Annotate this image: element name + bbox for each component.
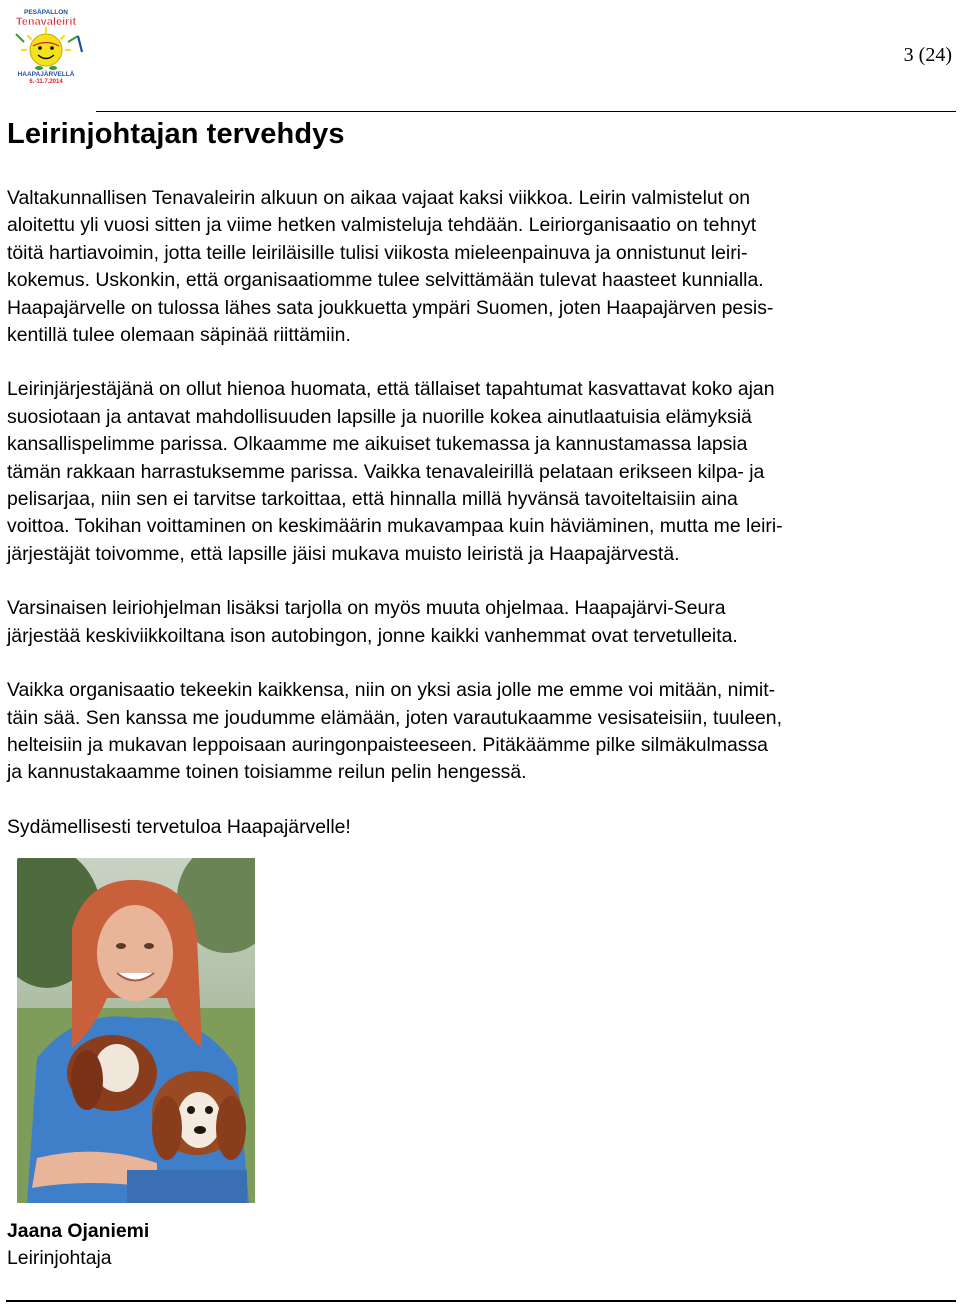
- text-line: tämän rakkaan harrastuksemme parissa. Vaikka tenavaleirillä pelataan erikseen kilpa- ja: [7, 460, 765, 483]
- logo-date-text: 6.-11.7.2014: [29, 79, 63, 84]
- text-line: kentillä tulee olemaan säpinää riittämiin.: [7, 324, 351, 347]
- sun-ball-mascot-icon: [6, 6, 86, 84]
- text-line: järjestäjät toivomme, että lapsille jäisi mukava muisto leiristä ja Haapajärvestä.: [7, 542, 680, 565]
- paragraph-4: [7, 677, 951, 787]
- text-line: Haapajärvelle on tulossa lähes sata joukkuetta ympäri Suomen, joten Haapajärven pesis-: [7, 296, 774, 319]
- author-photo: [17, 858, 255, 1203]
- paragraph-3: [7, 595, 951, 650]
- footer-divider: [6, 1300, 956, 1302]
- logo-place-text: HAAPAJÄRVELLÄ: [17, 71, 75, 78]
- logo-brand-text: Tenavaleirit: [15, 16, 77, 28]
- text-line: täin sää. Sen kanssa me joudumme elämään, joten varautukaamme vesisateisiin, tuuleen,: [7, 706, 782, 729]
- text-line: töitä hartiavoimin, jotta teille leiriläisille tulisi viikosta mieleenpainuva ja onnistunut leiri-: [7, 241, 748, 264]
- text-line: pelisarjaa, niin sen ei tarvitse tarkoittaa, että hinnalla millä hyvänsä tavoiteltaisiin aina: [7, 488, 738, 511]
- woman-with-dogs-photo-icon: [17, 858, 255, 1203]
- signature-name: Jaana Ojaniemi: [7, 1220, 150, 1242]
- letter-body: [7, 185, 951, 868]
- text-line: Vaikka organisaatio tekeekin kaikkensa, niin on yksi asia jolle me emme voi mitään, nimit-: [7, 679, 776, 702]
- paragraph-1: [7, 185, 951, 349]
- signature-block: [7, 1218, 149, 1273]
- text-line: aloitettu yli vuosi sitten ja viime hetken valmisteluja tehdään. Leiriorganisaatio on tehnyt: [7, 214, 757, 237]
- text-line: Leirinjärjestäjänä on ollut hienoa huomata, että tällaiset tapahtumat kasvattavat koko ajan: [7, 378, 775, 401]
- page-title: Leirinjohtajan tervehdys: [7, 118, 345, 150]
- text-line: suosiotaan ja antavat mahdollisuuden lapsille ja nuorille kokea ainutlaatuisia elämyksiä: [7, 405, 752, 428]
- text-line: kansallispelimme parissa. Olkaamme me aikuiset tukemassa ja kannustamassa lapsia: [7, 433, 748, 456]
- text-line: voittoa. Tokihan voittaminen on keskimäärin mukavampaa kuin häviäminen, mutta me leiri-: [7, 515, 783, 538]
- header-divider: [96, 111, 956, 112]
- text-line: järjestää keskiviikkoiltana ison autobingon, jonne kaikki vanhemmat ovat tervetulleita.: [7, 624, 738, 647]
- page-number: 3 (24): [903, 44, 952, 66]
- text-line: ja kannustakaamme toinen toisiamme reilun pelin hengessä.: [7, 761, 527, 784]
- paragraph-2: [7, 376, 951, 568]
- text-line: Valtakunnallisen Tenavaleirin alkuun on aikaa vajaat kaksi viikkoa. Leirin valmistelut on: [7, 187, 751, 209]
- text-line: Sydämellisesti tervetuloa Haapajärvelle!: [7, 815, 351, 838]
- logo-arc-text: PESÄPALLON: [24, 9, 68, 16]
- tenavaleirit-logo: [6, 6, 86, 84]
- paragraph-5: [7, 814, 951, 841]
- text-line: kokemus. Uskonkin, että organisaatiomme tulee selvittämään tulevat haasteet kunnialla.: [7, 269, 764, 292]
- text-line: Varsinaisen leiriohjelman lisäksi tarjolla on myös muuta ohjelmaa. Haapajärvi-Seura: [7, 597, 726, 620]
- text-line: helteisiin ja mukavan leppoisaan auringonpaisteeseen. Pitäkäämme pilke silmäkulmassa: [7, 733, 768, 756]
- signature-role: Leirinjohtaja: [7, 1247, 112, 1270]
